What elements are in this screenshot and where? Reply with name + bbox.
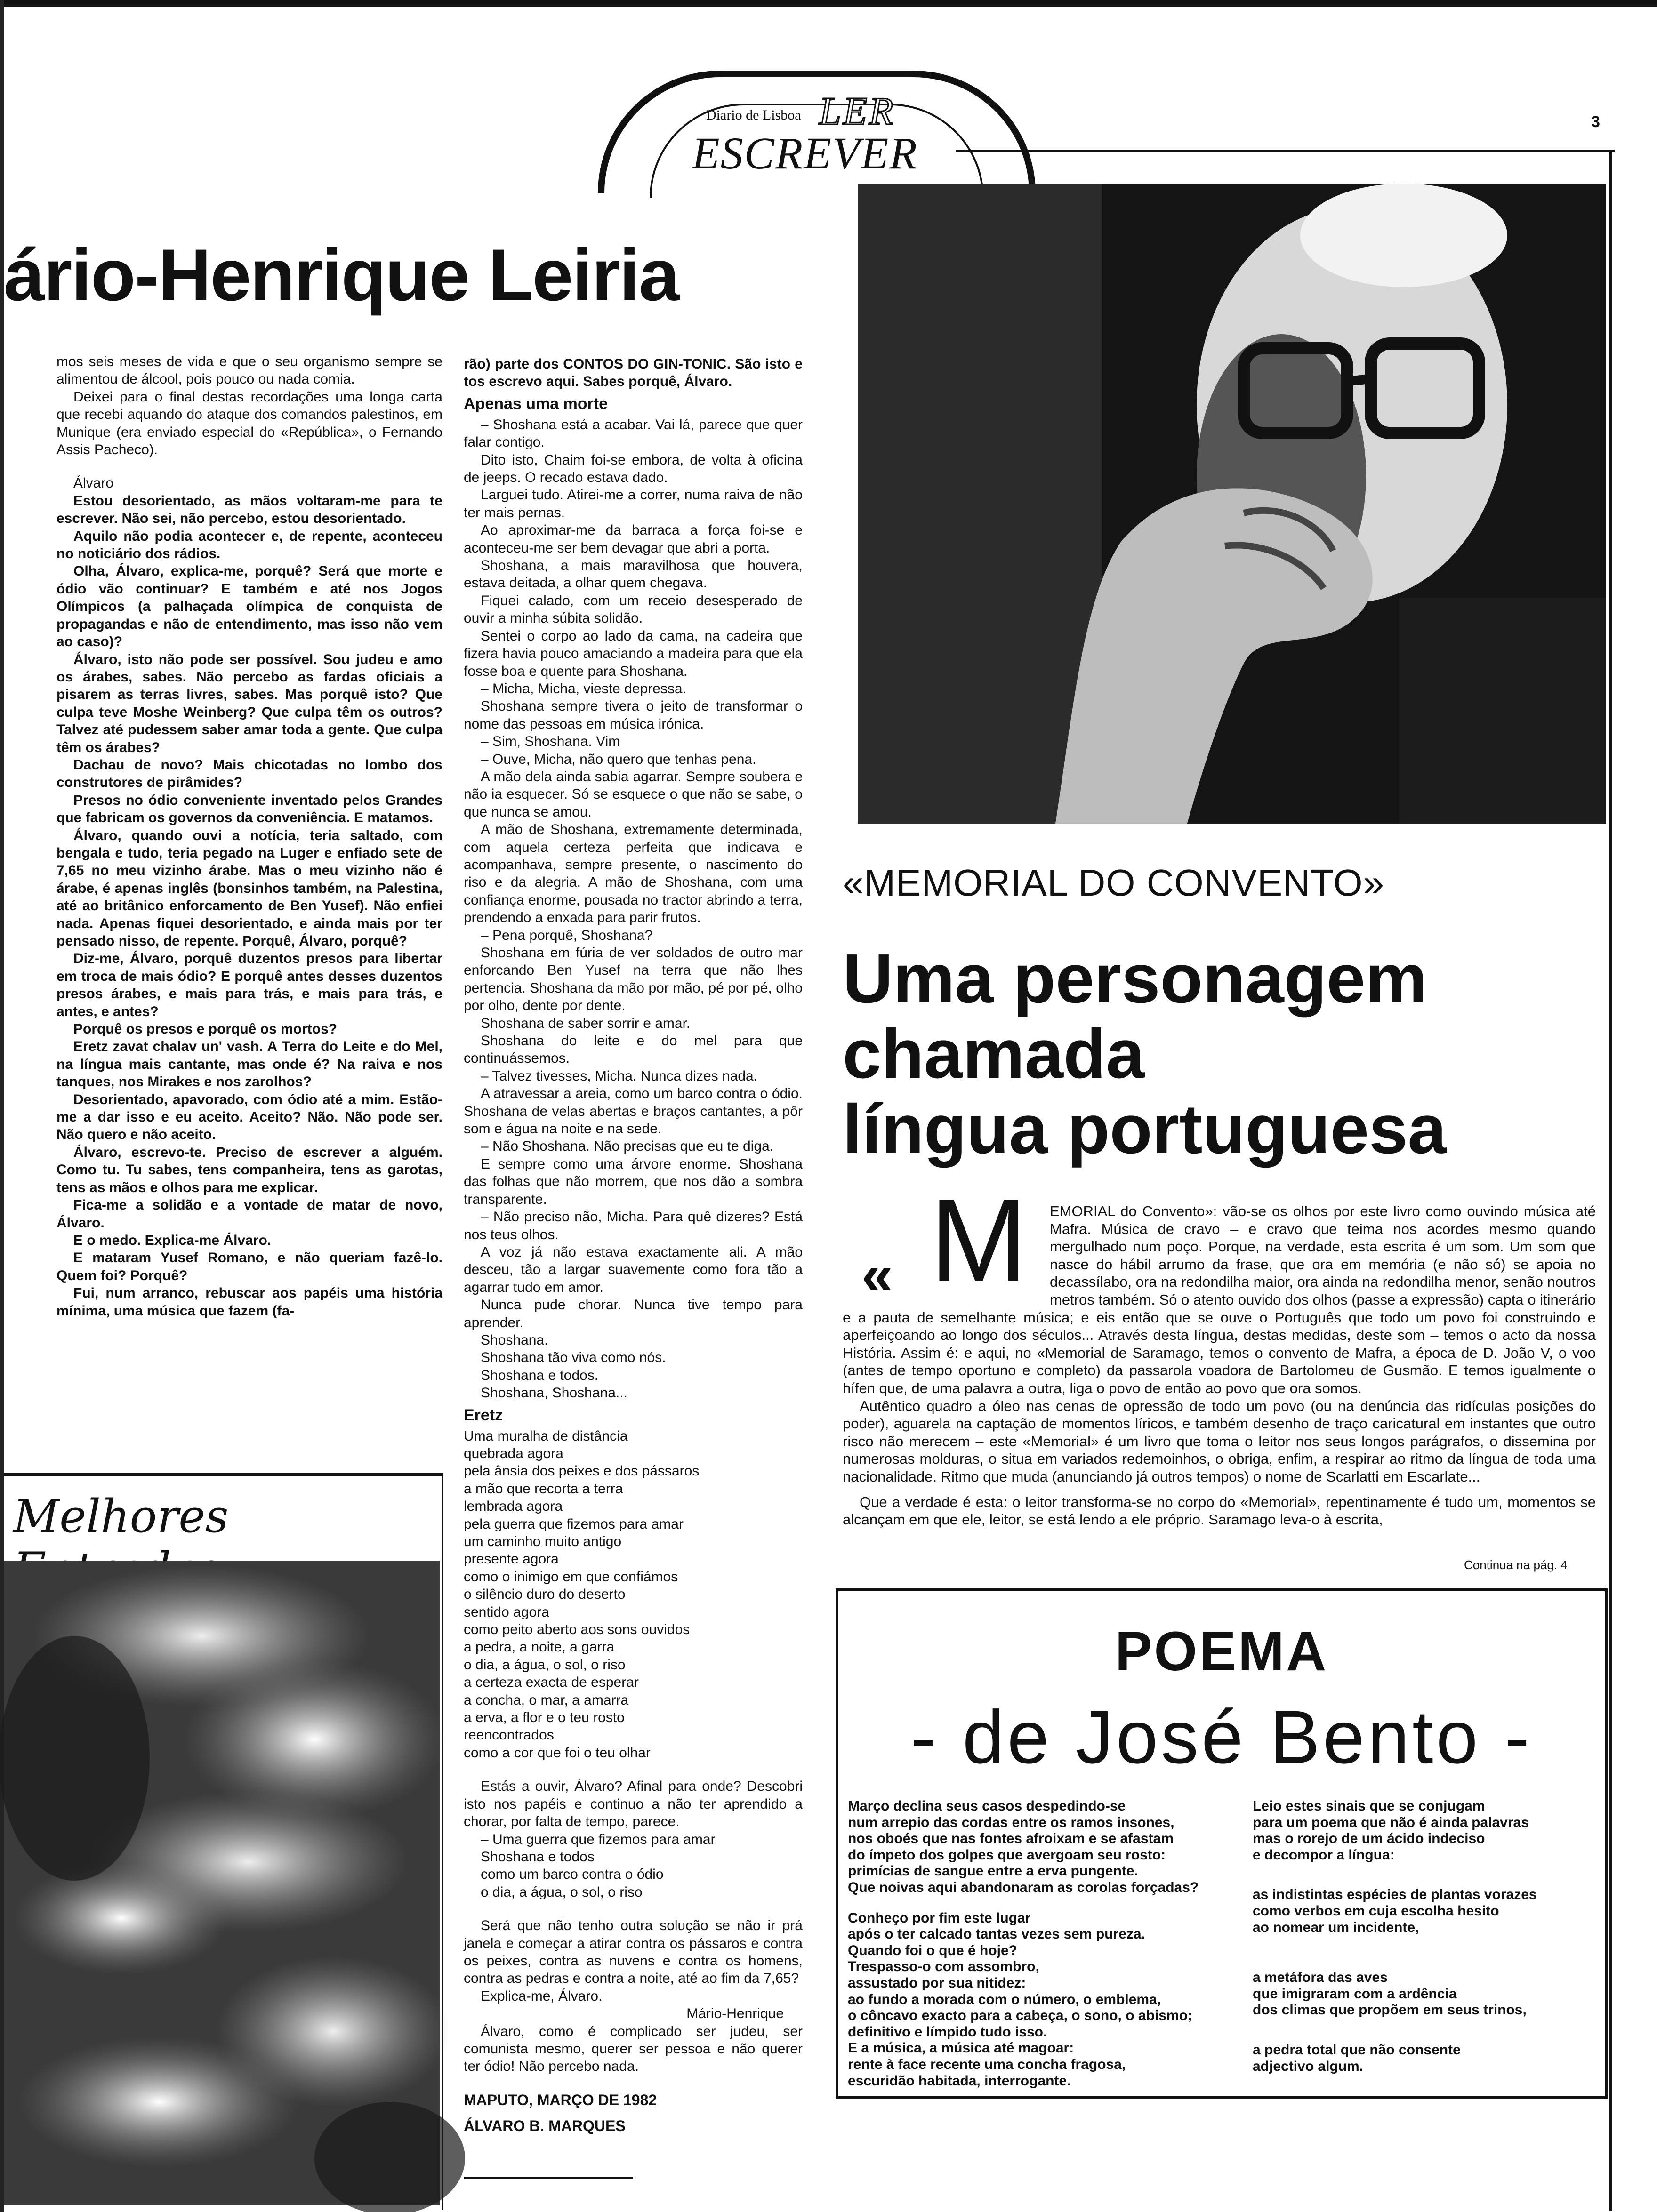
poem-line: como o inimigo em que confiámos <box>464 1569 678 1585</box>
col1-p: Presos no ódio conveniente inventado pelos Grandes que fabricam os governos da conveniência. E matamos. <box>56 792 442 826</box>
eretz-poem-2 <box>464 1831 803 1901</box>
photo-frame <box>4 1473 443 2210</box>
poema-line: a metáfora das aves <box>1253 1970 1388 1986</box>
masthead-ler: LER <box>819 89 895 133</box>
col1-p: mos seis meses de vida e que o seu organismo sempre se alimentou de álcool, pois pouco ou nada comia. <box>56 354 442 387</box>
memorial-headline <box>843 941 1596 1167</box>
col1-p: Dachau de novo? Mais chicotadas no lombo dos construtores de pirâmides? <box>56 757 442 791</box>
dropcap-letter: M <box>930 1174 1028 1306</box>
poema-line: E a música, a música até magoar: <box>848 2040 1074 2056</box>
poem-line: sentido agora <box>464 1604 549 1620</box>
poema-line: primícias de sangue entre a erva pungente. <box>848 1863 1138 1879</box>
poem-line: reencontrados <box>464 1727 554 1743</box>
poema-line: definitivo e límpido tudo isso. <box>848 2024 1047 2040</box>
story-p: Shoshana, Shoshana... <box>481 1385 627 1401</box>
cloud-shadow <box>314 2102 465 2212</box>
story-p: Fiquei calado, com um receio desesperado de ouvir a minha súbita solidão. <box>464 593 803 626</box>
eretz-poem <box>464 1427 803 1762</box>
masthead-small: Diario de Lisboa <box>706 107 801 123</box>
poema-line: Trespasso-o com assombro, <box>848 1959 1039 1975</box>
headline-line: Uma personagem <box>843 940 1427 1018</box>
article-col-1 <box>56 353 442 1483</box>
story-p: – Ouve, Micha, não quero que tenhas pena. <box>481 751 756 767</box>
poem-line: como peito aberto aos sons ouvidos <box>464 1622 690 1638</box>
poema-line: após o ter calcado tantas vezes sem pureza. <box>848 1926 1145 1942</box>
page-number: 3 <box>1591 113 1600 131</box>
cloud-photo <box>4 1561 440 2205</box>
poem-line: quebrada agora <box>464 1445 563 1461</box>
story-p: – Não Shoshana. Não precisas que eu te diga. <box>481 1138 774 1154</box>
poema-line: adjectivo algum. <box>1253 2058 1364 2074</box>
poem-line: Shoshana e todos <box>481 1849 595 1865</box>
story-p: – Talvez tivesses, Micha. Nunca dizes nada. <box>481 1068 758 1084</box>
poem-line: o dia, a água, o sol, o riso <box>464 1657 626 1673</box>
story-p: A mão de Shoshana, extremamente determinada, com aquela certeza perfeita que indicava e acompanhava, sempre presente, o nascimento do riso e da alegria. A mão de Shoshana, com uma confiança enorme, pousada no tractor abrindo a terra, prendendo a enxada para parir frutos. <box>464 822 803 926</box>
poema-line: assustado por sua nitidez: <box>848 1975 1026 1991</box>
col1-p: Olha, Álvaro, explica-me, porquê? Será que morte e ódio vão continuar? E também e até nos Jogos Olímpicos (a palhaçada olímpica de conquista de propagandas e não de entendimento, mas isso não vem ao caso)? <box>56 563 442 650</box>
poema-line: do ímpeto dos golpes que avergoam seu rosto: <box>848 1847 1166 1863</box>
poema-line: a pedra total que não consente <box>1253 2042 1461 2058</box>
photo-caption: Melhores <box>13 1490 229 1543</box>
poema-line: para um poema que não é ainda palavras <box>1253 1814 1529 1830</box>
poema-line: mas o rorejo de um ácido indeciso <box>1253 1831 1485 1847</box>
poema-box <box>836 1588 1608 2099</box>
top-border <box>0 0 1657 7</box>
stanza-break <box>848 1896 1243 1910</box>
article-col-2 <box>464 355 803 2135</box>
left-border <box>0 0 4 2212</box>
col1-p: Álvaro <box>73 475 114 491</box>
poema-line: Que noivas aqui abandonaram as corolas forçadas? <box>848 1879 1199 1895</box>
portrait-light <box>858 184 1102 824</box>
poema-subtitle: - de José Bento - <box>910 1695 1533 1779</box>
author-underline <box>464 2177 633 2179</box>
poema-line: e decompor a língua: <box>1253 1847 1395 1863</box>
stanza-break <box>1253 1936 1601 1970</box>
headline-line: chamada <box>843 1015 1145 1093</box>
poema-right <box>1253 1798 1601 2075</box>
poem-line: a pedra, a noite, a garra <box>464 1639 615 1655</box>
poema-title: POEMA <box>1115 1620 1328 1683</box>
poema-line: Conheço por fim este lugar <box>848 1910 1031 1926</box>
masthead <box>598 71 1036 193</box>
headline-line: língua portuguesa <box>843 1090 1447 1168</box>
poema-line: dos climas que propõem em seus trinos, <box>1253 2002 1527 2018</box>
memorial-p: EMORIAL do Convento»: vão-se os olhos por este livro como ouvindo música até Mafra. Música de cravo – e cravo que teima nos acordes mesmo quando mergulhado num poço. Porque, na verdade, esta escrita é um som. Um som que nasce do hábil arrumo da frase, que ora em memória (e não só) se apoia no decassílabo, ora na redondilha maior, ora ainda na redondilha menor, senão noutros metros também. Só o atento ouvido dos olhos (passe a expressão) capta o itinerário e a pauta de semelhante música; e eis então que se ouve o Português que todo um povo foi construindo e aperfeiçoando ao longo dos séculos... Através desta língua, destas medidas, deste som – temos o acto da nossa História. Assim é: e aqui, no «Memorial de Saramago, temos o convento de Mafra, a época de D. João V, o voo (antes de tempo oportuno e completo) da passarola voadora de Bartolomeu de Gusmão. E temos igualmente o hífen que, de uma palavra a outra, liga o povo de então ao povo que ora somos. <box>843 1203 1596 1396</box>
poema-line: o côncavo exacto para a cabeça, o sono, o abismo; <box>848 2008 1192 2024</box>
poema-line: ao nomear um incidente, <box>1253 1919 1419 1935</box>
story-p: E sempre como uma árvore enorme. Shoshana das folhas que não morrem, que nos dão a sombra transparente. <box>464 1156 803 1207</box>
col1-p: Aquilo não podia acontecer e, de repente, aconteceu no noticiário dos rádios. <box>56 528 442 562</box>
cloud <box>18 2036 300 2168</box>
poema-line: Leio estes sinais que se conjugam <box>1253 1798 1485 1814</box>
glasses-bridge <box>1347 379 1371 381</box>
poema-line: rente à face recente uma concha fragosa, <box>848 2056 1126 2072</box>
stanza-break <box>1253 1863 1601 1887</box>
article-title: ário-Henrique Leiria <box>4 234 679 316</box>
col1-p: Álvaro, quando ouvi a notícia, teria saltado, com bengala e tudo, teria pegado na Luger e enfiado sete de 7,65 no meu vizinho árabe. Mas o meu vizinho não é árabe, é apenas inglês (bonsinhos também, na Palestina, até ao britânico enforcamento de Ben Yusef). Não enfiei nada. Apenas fiquei desorientado, e ainda mais por ter pensado nisso, de repente. Porquê, Álvaro, porquê? <box>56 827 442 949</box>
story-p: Larguei tudo. Atirei-me a correr, numa raiva de não ter mais pernas. <box>464 487 803 521</box>
story-p: Shoshana tão viva como nós. <box>481 1350 666 1366</box>
memorial-kicker: «MEMORIAL DO CONVENTO» <box>843 862 1385 904</box>
story-p: Shoshana sempre tivera o jeito de transformar o nome das pessoas em música irónica. <box>464 698 803 732</box>
right-rule <box>1609 150 1612 2211</box>
poem-line: a concha, o mar, a amarra <box>464 1692 629 1708</box>
story-p: – Não preciso não, Micha. Para quê dizeres? Está nos teus olhos. <box>464 1209 803 1242</box>
story-p: Álvaro, como é complicado ser judeu, ser comunista mesmo, querer ser pessoa e não querer ter ódio! Não percebo nada. <box>464 2023 803 2075</box>
cloud-shadow <box>0 1636 150 1881</box>
story-p: Shoshana, a mais maravilhosa que houvera, estava deitada, a olhar quem chegava. <box>464 558 803 591</box>
story-p: Será que não tenho outra solução se não ir prá janela e começar a atirar contra os pássaros e contra os peixes, contra as nuvens e contra os homens, contra as pedras e contra a noite, até ao fim da 7,65? <box>464 1918 803 1987</box>
section-heading-apenas: Apenas uma morte <box>464 394 608 413</box>
story-p: Ao aproximar-me da barraca a força foi-se e aconteceu-me ser bem devagar que abri a porta. <box>464 522 803 556</box>
col1-p: Diz-me, Álvaro, porquê duzentos presos para libertar em troca de mais ódio? E porquê antes desses duzentos presos árabes, e mais para trás, e mais para trás, e antes, e antes? <box>56 951 442 1019</box>
header-rule <box>956 150 1615 152</box>
masthead-escrever: ESCREVER <box>692 128 918 178</box>
story-p: Estás a ouvir, Álvaro? Afinal para onde? Descobri isto nos papéis e continuo a não ter aprendido a chorar, por falta de tempo, parece. <box>464 1779 803 1830</box>
poema-line: escuridão habitada, interrogante. <box>848 2073 1071 2089</box>
stanza-break <box>1253 2019 1601 2042</box>
poem-line: a mão que recorta a terra <box>464 1481 623 1497</box>
story-p: Shoshana de saber sorrir e amar. <box>481 1015 691 1031</box>
poema-line: num arrepio das cordas entre os ramos insones, <box>848 1814 1174 1830</box>
col1-p: Estou desorientado, as mãos voltaram-me para te escrever. Não sei, não percebo, estou desorientado. <box>56 493 442 527</box>
story-p: – Pena porquê, Shoshana? <box>481 927 653 943</box>
poem-line: a erva, a flor e o teu rosto <box>464 1710 625 1726</box>
poem-line: Uma muralha de distância <box>464 1428 628 1444</box>
poema-line: as indistintas espécies de plantas vorazes <box>1253 1887 1537 1903</box>
col1-p: Álvaro, isto não pode ser possível. Sou judeu e amo os árabes, sabes. Não percebo as fardas oficiais a pisarem as terras livres, sabes. Mas porquê isto? Que culpa teve Moshe Weinberg? Que culpa têm os outros? Talvez até pudessem saber amar toda a gente. Que culpa têm os árabes? <box>56 651 442 755</box>
story-p: Shoshana em fúria de ver soldados de outro mar enforcando Ben Yusef na terra que não lhes pertencia. Shoshana da mão por mão, pé por pé, olho por olho, dente por dente. <box>464 945 803 1014</box>
story-p: Shoshana e todos. <box>481 1367 599 1383</box>
poema-line: ao fundo a morada com o número, o emblema, <box>848 1991 1161 2007</box>
story-p: – Sim, Shoshana. Vim <box>481 734 620 750</box>
poem-line: – Uma guerra que fizemos para amar <box>481 1831 716 1847</box>
poem-line: lembrada agora <box>464 1499 563 1515</box>
col1-p: Desorientado, apavorado, com ódio até a mim. Estão-me a dar isso e eu aceito. Aceito? Não. Não pode ser. Não quero e não aceito. <box>56 1091 442 1143</box>
continued-note: Continua na pág. 4 <box>1464 1558 1568 1572</box>
poem-line: como a cor que foi o teu olhar <box>464 1745 651 1761</box>
story-p: Dito isto, Chaim foi-se embora, de volta à oficina de jeeps. O recado estava dado. <box>464 452 803 486</box>
poema-line: como verbos em cuja escolha hesito <box>1253 1903 1499 1919</box>
poem-line: pela guerra que fizemos para amar <box>464 1516 684 1532</box>
memorial-p: Autêntico quadro a óleo nas cenas de opressão de todo um povo (ou na denúncia das ridículas posições do poder), aguarela na captação de momentos líricos, e também desenho de traço caricatural em instantes que outro risco não merecem – este «Memorial» é um livro que toma o leitor nos seus longos parágrafos, o dissemina por numerosas molduras, o situa em variados redemoinhos, o obriga, enfim, a respirar ao ritmo da língua de toda uma nacionalidade. Ritmo que muda (anunciando já outros tempos) o nome de Scarlatti em Escarlate... <box>843 1397 1596 1485</box>
col1-p: Deixei para o final destas recordações uma longa carta que recebi aquando do ataque dos comandos palestinos, em Munique (era enviado especial do «República», o Fernando Assis Pacheco). <box>56 389 442 458</box>
col1-p: Fica-me a solidão e a vontade de matar de novo, Álvaro. <box>56 1197 442 1231</box>
poema-line: Quando foi o que é hoje? <box>848 1942 1017 1958</box>
col1-p: E mataram Yusef Romano, e não queriam fazê-lo. Quem foi? Porquê? <box>56 1250 442 1283</box>
story-p: A atravessar a areia, como um barco contra o ódio. Shoshana de velas abertas e braços cantantes, a pôr som e água na noite e na sede. <box>464 1086 803 1137</box>
section-heading-eretz: Eretz <box>464 1406 503 1424</box>
signature: Mário-Henrique <box>686 2006 784 2022</box>
poem-line: um caminho muito antigo <box>464 1534 622 1549</box>
col1-p: E o medo. Explica-me Álvaro. <box>73 1232 272 1248</box>
story-p: Nunca pude chorar. Nunca tive tempo para aprender. <box>464 1297 803 1330</box>
story-p: Explica-me, Álvaro. <box>481 1988 603 2004</box>
poem-line: a certeza exacta de esperar <box>464 1675 639 1691</box>
poem-line: o silêncio duro do deserto <box>464 1587 626 1603</box>
memorial-p: Que a verdade é esta: o leitor transforma-se no corpo do «Memorial», repentinamente é tudo um, momentos se alcançam em que ele, leitor, se está lendo a ele próprio. Saramago leva-o à escrita, <box>843 1493 1596 1528</box>
story-p: A voz já não estava exactamente ali. A mão desceu, tão a largar suavemente como fora tão a agarrar tudo em amor. <box>464 1244 803 1295</box>
portrait-hair <box>1300 184 1507 287</box>
poema-line: Março declina seus casos despedindo-se <box>848 1798 1126 1814</box>
dropcap-space <box>843 1202 1050 1308</box>
portrait-photo <box>858 184 1606 824</box>
poem-line: o dia, a água, o sol, o riso <box>481 1884 643 1900</box>
col1-p: Eretz zavat chalav un' vash. A Terra do Leite e do Mel, na língua mais cantante, mas onde é? Na raiva e nos tanques, nos Mirakes e nos zarolhos? <box>56 1039 442 1090</box>
story-p: Shoshana do leite e do mel para que continuássemos. <box>464 1033 803 1066</box>
poema-line: que imigraram com a ardência <box>1253 1986 1457 2002</box>
poema-line: nos oboés que nas fontes afroixam e se afastam <box>848 1831 1174 1847</box>
col2-intro: rão) parte dos CONTOS DO GIN-TONIC. São isto e tos escrevo aqui. Sabes porquê, Álvaro. <box>464 356 803 390</box>
story-p: Sentei o corpo ao lado da cama, na cadeira que fizera havia pouco amaciando a madeira para que ela fosse boa e quente para Shoshana. <box>464 628 803 679</box>
dateline: MAPUTO, MARÇO DE 1982 <box>464 2091 657 2108</box>
author: ÁLVARO B. MARQUES <box>464 2117 626 2135</box>
memorial-body <box>843 1202 1596 1579</box>
poem-line: como um barco contra o ódio <box>481 1867 664 1883</box>
col1-p: Fui, num arranco, rebuscar aos papéis uma história mínima, uma música que fazem (fa- <box>56 1285 442 1319</box>
story-p: – Micha, Micha, vieste depressa. <box>481 681 686 697</box>
story-p: Shoshana. <box>481 1332 548 1348</box>
story-p: A mão dela ainda sabia agarrar. Sempre soubera e não ia esquecer. Só se esquece o que não se sabe, o que nunca se amou. <box>464 769 803 820</box>
story-p: – Shoshana está a acabar. Vai lá, parece que quer falar contigo. <box>464 417 803 450</box>
poem-line: presente agora <box>464 1551 559 1567</box>
cloud <box>13 1862 230 1975</box>
poem-line: pela ânsia dos peixes e dos pássaros <box>464 1463 700 1479</box>
poema-left <box>848 1798 1243 2089</box>
dropcap-quote: « <box>861 1243 893 1306</box>
col1-p: Porquê os presos e porquê os mortos? <box>73 1021 338 1037</box>
portrait-collar <box>1399 598 1606 824</box>
col1-p: Álvaro, escrevo-te. Preciso de escrever a alguém. Como tu. Tu sabes, tens companheira, tens as garotas, tens as mãos e olhos para me explicar. <box>56 1144 442 1195</box>
